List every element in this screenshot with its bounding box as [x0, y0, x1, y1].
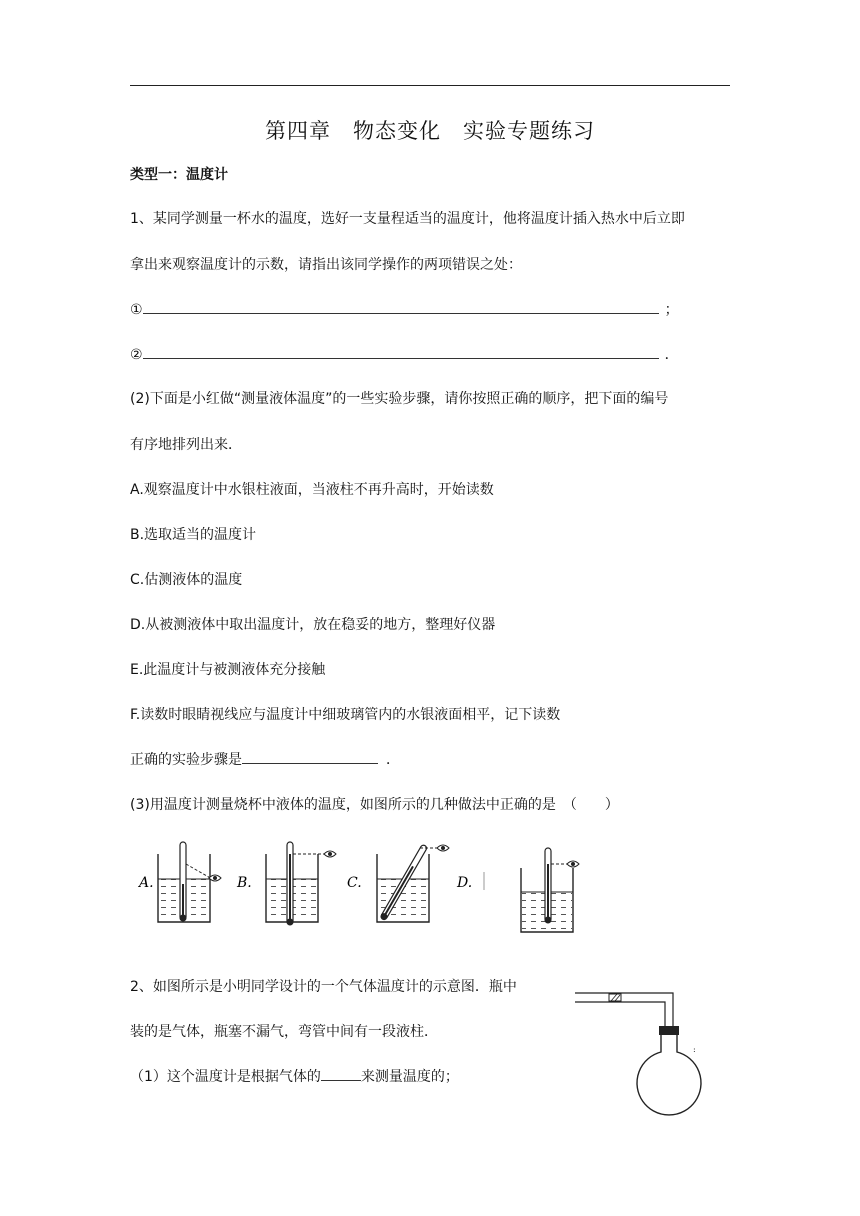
option-b[interactable] [236, 842, 336, 926]
q2-1-suffix: 来测量温度的； [360, 1069, 459, 1085]
q2-1-label: （1）这个温度计是根据气体的 [130, 1069, 321, 1085]
option-d-label: D. [457, 875, 473, 891]
q1-2-text-line1: (2)下面是小红做“测量液体温度”的一些实验步骤，请你按照正确的顺序，把下面的编号 [130, 391, 669, 407]
q1-text-line1: 1、某同学测量一杯水的温度，选好一支量程适当的温度计，他将温度计插入热水中后立即 [130, 211, 685, 227]
flask-icon [637, 1035, 701, 1115]
thermometer-options-figure [0, 834, 860, 944]
thermometer-icon [180, 842, 187, 922]
option-c[interactable] [347, 844, 449, 922]
q1-text-line2: 拿出来观察温度计的示数，请指出该同学操作的两项错误之处： [130, 257, 522, 273]
step-b: B.选取适当的温度计 [130, 527, 257, 543]
q1-3-text: (3)用温度计测量烧杯中液体的温度，如图所示的几种做法中正确的是 （ ） [130, 797, 619, 813]
q2-text-line1: 2、如图所示是小明同学设计的一个气体温度计的示意图．瓶中 [130, 979, 517, 995]
edge-mark: : [693, 1045, 696, 1054]
option-c-label: C. [347, 875, 362, 891]
eye-icon [567, 861, 579, 867]
q1-blank-1-label: ① [130, 302, 143, 318]
section-heading: 类型一：温度计 [130, 167, 228, 183]
step-e: E.此温度计与被测液体充分接触 [130, 662, 326, 678]
q1-2-text-line2: 有序地排列出来． [130, 437, 242, 453]
step-a: A.观察温度计中水银柱液面，当液柱不再升高时，开始读数 [130, 482, 494, 498]
q1-2-answer-punct: ． [386, 752, 400, 768]
eye-icon [324, 851, 336, 857]
thermometer-icon [545, 848, 552, 924]
eye-icon [437, 845, 449, 851]
q1-blank-1-punct: ； [664, 302, 679, 318]
q1-2-answer-label: 正确的实验步骤是 [130, 752, 242, 768]
q1-answer-blank-2[interactable] [143, 344, 659, 359]
header-rule [130, 85, 730, 86]
stopper-icon [659, 1026, 679, 1035]
q1-blank-2-label: ② [130, 347, 143, 363]
thermometer-icon [287, 842, 294, 926]
q1-blank-1-row [130, 299, 679, 319]
q1-2-answer-blank[interactable] [242, 749, 378, 764]
q1-answer-blank-1[interactable] [143, 299, 659, 314]
q1-2-answer-row [130, 749, 400, 769]
eye-icon [209, 875, 221, 881]
sight-line [186, 864, 212, 879]
option-a[interactable] [137, 842, 221, 922]
option-a-label: A. [139, 875, 154, 891]
option-d[interactable] [456, 848, 579, 932]
step-f: F.读数时眼睛视线应与温度计中细玻璃管内的水银液面相平，记下读数 [130, 707, 561, 723]
page-title: 第四章 物态变化 实验专题练习 [265, 119, 595, 143]
q2-1-row [130, 1066, 459, 1086]
liquid-column-icon [609, 994, 621, 1001]
q2-text-line2: 装的是气体，瓶塞不漏气，弯管中间有一段液柱． [130, 1024, 438, 1040]
q1-blank-2-punct: ． [664, 347, 679, 363]
step-c: C.估测液体的温度 [130, 572, 243, 588]
gas-thermometer-figure [565, 980, 725, 1120]
q2-1-answer-blank[interactable] [321, 1066, 361, 1081]
q1-blank-2-row [130, 344, 679, 364]
step-d: D.从被测液体中取出温度计，放在稳妥的地方，整理好仪器 [130, 617, 496, 633]
option-b-label: B. [237, 875, 252, 891]
bent-tube-icon [575, 993, 673, 1026]
